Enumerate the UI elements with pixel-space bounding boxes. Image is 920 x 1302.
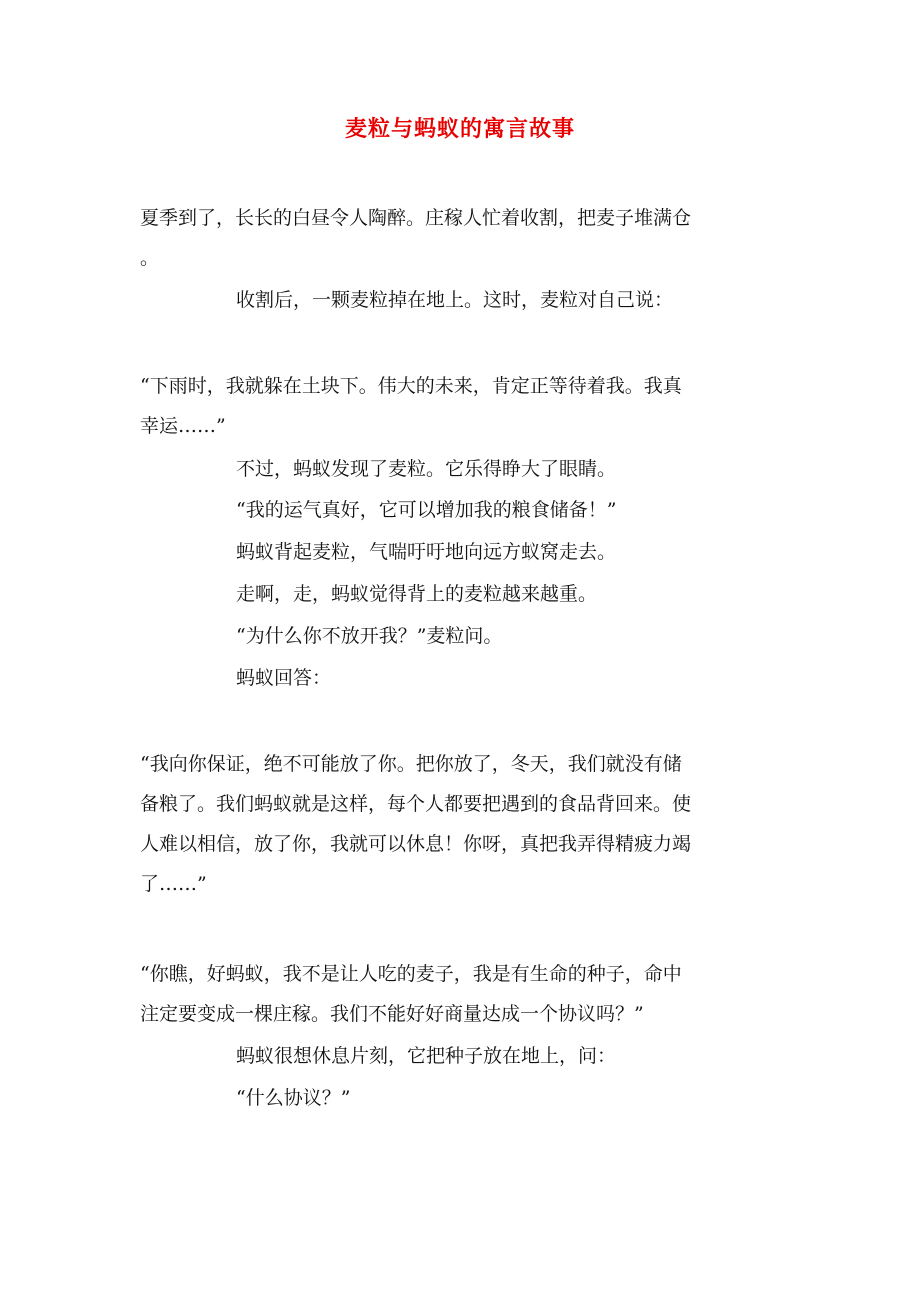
story-line: 蚂蚁回答： [236, 667, 332, 689]
story-line: 蚂蚁很想休息片刻，它把种子放在地上，问： [236, 1045, 617, 1067]
story-line: “我向你保证，绝不可能放了你。把你放了，冬天，我们就没有储 [140, 753, 682, 775]
story-line: 人难以相信，放了你，我就可以休息！你呀，真把我弄得精疲力竭 [140, 833, 692, 855]
story-line: 不过，蚂蚁发现了麦粒。它乐得睁大了眼睛。 [236, 458, 617, 480]
story-line: 了……” [140, 873, 207, 895]
story-line: 幸运……” [140, 415, 226, 437]
story-line: 蚂蚁背起麦粒，气喘吁吁地向远方蚁窝走去。 [236, 541, 617, 563]
story-line: 。 [140, 247, 160, 269]
story-line: “为什么你不放开我？”麦粒问。 [236, 625, 503, 647]
story-line: 走啊，走，蚂蚁觉得背上的麦粒越来越重。 [236, 583, 598, 605]
story-line: 备粮了。我们蚂蚁就是这样，每个人都要把遇到的食品背回来。使 [140, 793, 692, 815]
story-line: 收割后，一颗麦粒掉在地上。这时，麦粒对自己说： [236, 289, 674, 311]
story-line: “你瞧，好蚂蚁，我不是让人吃的麦子，我是有生命的种子，命中 [140, 963, 682, 985]
story-line: “下雨时，我就躲在土块下。伟大的未来，肯定正等待着我。我真 [140, 375, 682, 397]
story-line: “什么协议？” [236, 1087, 351, 1109]
story-line: 注定要变成一棵庄稼。我们不能好好商量达成一个协议吗？” [140, 1003, 644, 1025]
story-line: “我的运气真好，它可以增加我的粮食储备！” [236, 499, 617, 521]
page-title: 麦粒与蚂蚁的寓言故事 [344, 116, 575, 142]
story-line: 夏季到了，长长的白昼令人陶醉。庄稼人忙着收割，把麦子堆满仓 [140, 207, 692, 229]
